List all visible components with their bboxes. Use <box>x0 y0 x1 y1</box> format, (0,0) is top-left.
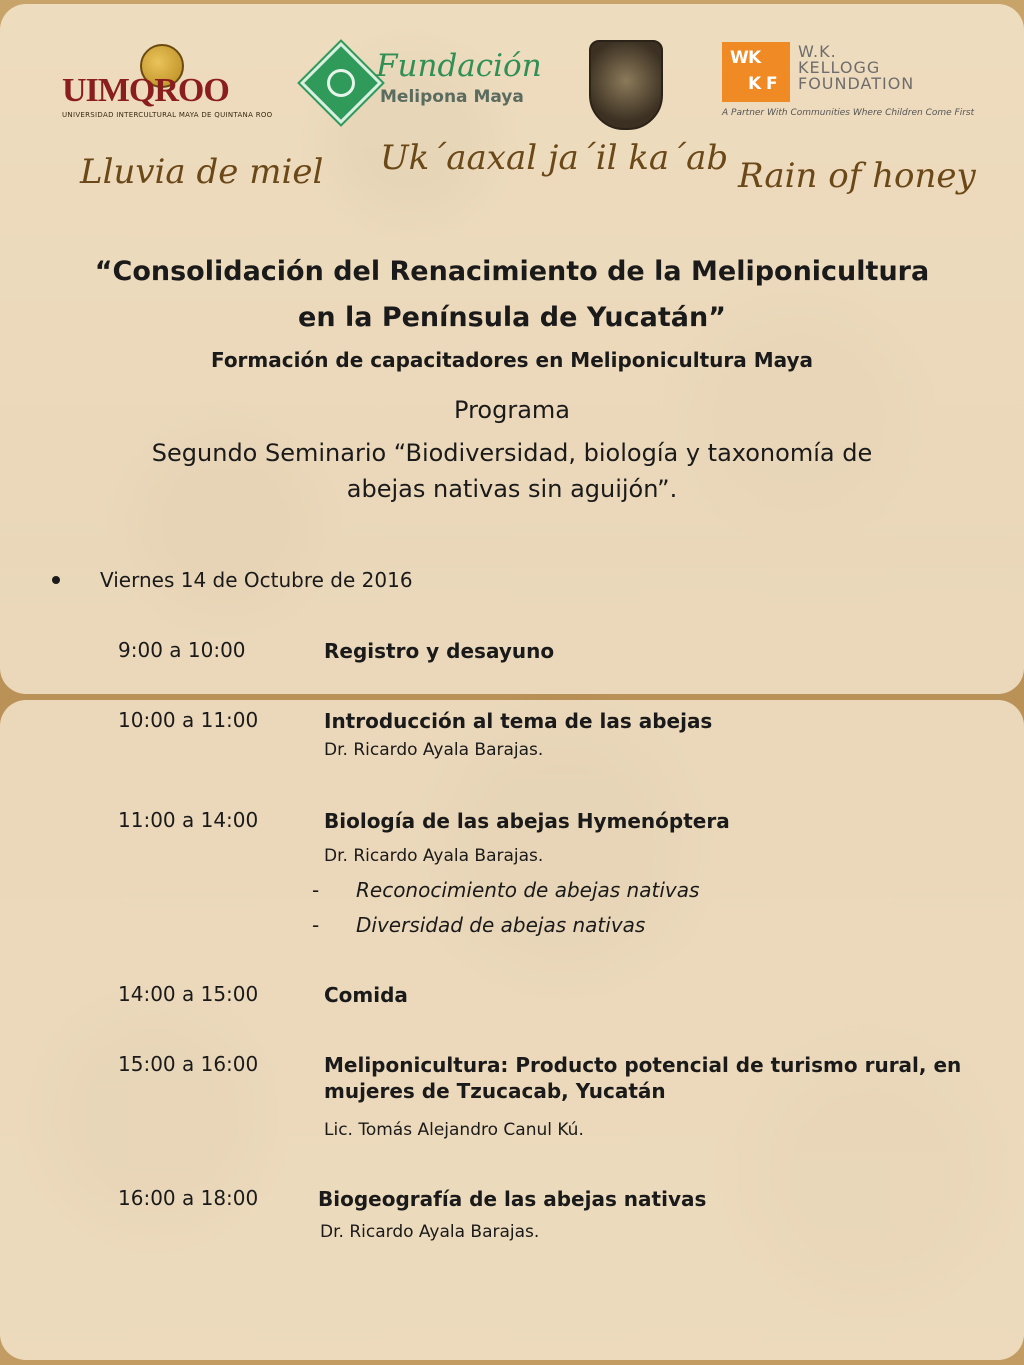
uimqroo-subtitle: UNIVERSIDAD INTERCULTURAL MAYA DE QUINTANA ROO <box>62 111 273 119</box>
seminar-title-line2: abejas nativas sin aguijón”. <box>346 475 678 503</box>
schedule-time: 11:00 a 14:00 <box>118 808 259 832</box>
bullet-icon <box>52 576 60 584</box>
uimqroo-name: UIMQROO <box>62 72 229 109</box>
main-title-line2: en la Península de Yucatán” <box>298 302 726 333</box>
schedule-event: Registro y desayuno <box>324 639 555 663</box>
schedule-subitem: - Reconocimiento de abejas nativas <box>312 878 700 902</box>
seminar-title-line1: Segundo Seminario “Biodiversidad, biología y taxonomía de <box>151 439 873 467</box>
schedule-event: Introducción al tema de las abejas <box>324 709 713 733</box>
schedule-time: 16:00 a 18:00 <box>118 1186 259 1210</box>
logo-bar <box>0 30 1024 130</box>
kellogg-name: W.K. KELLOGG FOUNDATION <box>798 42 915 93</box>
bottom-panel <box>0 700 1024 1360</box>
script-title-maya: Uk´aaxal ja´il ka´ab <box>380 138 729 178</box>
schedule-time: 14:00 a 15:00 <box>118 982 259 1006</box>
kellogg-tagline: A Partner With Communities Where Children Come First <box>722 108 975 118</box>
schedule-event: Biología de las abejas Hymenóptera <box>324 809 730 833</box>
schedule-speaker: Dr. Ricardo Ayala Barajas. <box>324 740 544 760</box>
schedule-time: 9:00 a 10:00 <box>118 638 246 662</box>
schedule-subitem: - Diversidad de abejas nativas <box>312 913 646 937</box>
wkkf-emblem: W K K F <box>722 42 790 102</box>
fundacion-title: Fundación <box>376 48 542 84</box>
schedule-time: 15:00 a 16:00 <box>118 1052 259 1076</box>
schedule-event: Biogeografía de las abejas nativas <box>318 1187 707 1211</box>
main-title-line1: “Consolidación del Renacimiento de la Meliponicultura <box>94 256 930 287</box>
fundacion-logo <box>310 46 550 116</box>
uimqroo-logo <box>62 40 284 120</box>
unam-logo <box>585 40 663 130</box>
schedule-speaker: Dr. Ricardo Ayala Barajas. <box>324 846 544 866</box>
date-bullet <box>52 568 413 592</box>
fundacion-subtitle: Melipona Maya <box>380 87 524 107</box>
unam-shield-icon <box>589 40 663 130</box>
schedule-time: 10:00 a 11:00 <box>118 708 259 732</box>
script-title-spanish: Lluvia de miel <box>80 152 324 192</box>
fundacion-emblem-icon <box>300 42 382 124</box>
subtitle: Formación de capacitadores en Meliponicultura Maya <box>210 348 814 372</box>
schedule-event: Comida <box>324 983 408 1007</box>
schedule-speaker: Dr. Ricardo Ayala Barajas. <box>320 1222 540 1242</box>
event-date: Viernes 14 de Octubre de 2016 <box>100 568 413 592</box>
kellogg-logo <box>722 42 975 122</box>
schedule-event: Meliponicultura: Producto potencial de turismo rural, en mujeres de Tzucacab, Yucatán <box>324 1053 962 1103</box>
script-title-english: Rain of honey <box>738 156 976 196</box>
schedule-speaker: Lic. Tomás Alejandro Canul Kú. <box>324 1120 584 1140</box>
programa-heading: Programa <box>454 396 570 424</box>
